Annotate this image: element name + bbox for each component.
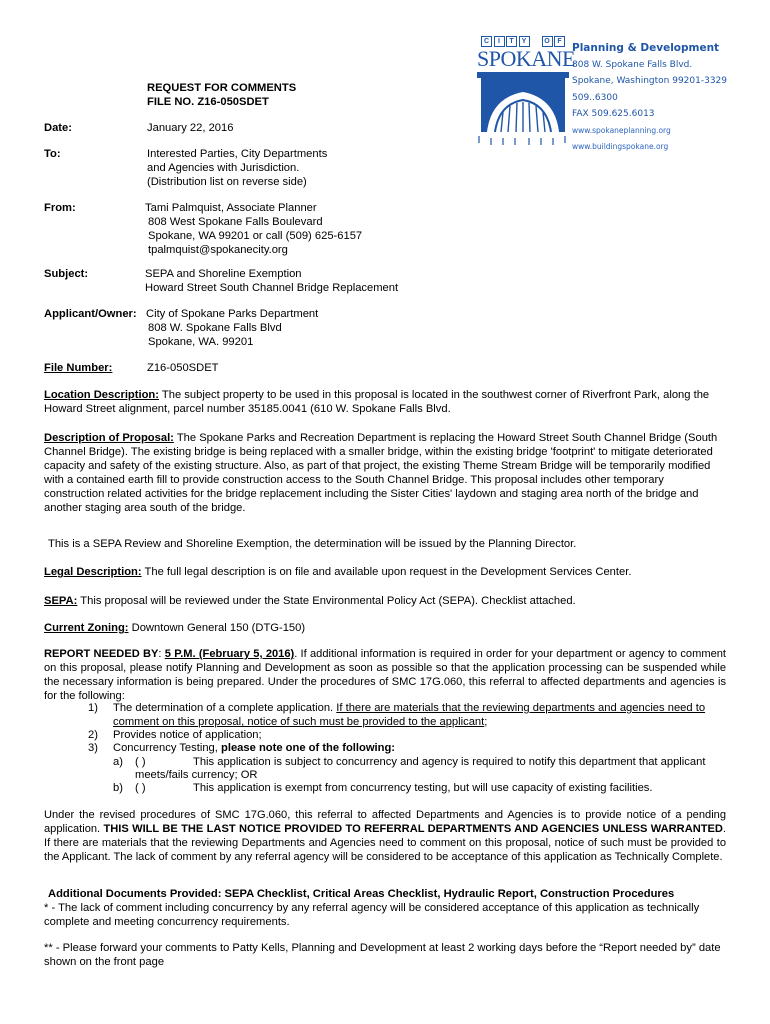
dept-web1[interactable]: www.spokaneplanning.org <box>572 125 671 135</box>
report-needed-paragraph: REPORT NEEDED BY: 5 P.M. (February 5, 2016). If additional information is required in order for your department or agency to comment on this proposal, please notify Planning and Development as soon as possible so that the application processing can be suspended while the necessary information is being prepared. Under the procedures of SMC 17G.060, this referral to affected departments and agencies is for the following: <box>44 648 726 702</box>
date-value: January 22, 2016 <box>147 122 234 134</box>
list-item-3-number: 3) <box>88 742 98 754</box>
date-label: Date: <box>44 122 72 134</box>
from-value: Tami Palmquist, Associate Planner 808 West Spokane Falls Boulevard Spokane, WA 99201 or call (509) 625-6157 tpalmquist@spokanecity.org <box>145 202 363 256</box>
sub-item-a-label: a) <box>113 756 123 768</box>
sub-item-a-checkbox[interactable]: ( ) <box>135 756 146 768</box>
sub-item-b-label: b) <box>113 782 123 794</box>
subject-value: SEPA and Shoreline Exemption Howard Street South Channel Bridge Replacement <box>145 268 399 294</box>
file-number-heading: FILE NO. Z16-050SDET <box>147 96 269 108</box>
list-item-2-number: 2) <box>88 729 98 741</box>
list-item-1: The determination of a complete application. If there are materials that the reviewing departments and agencies need to <box>113 702 706 714</box>
dept-fax: FAX 509.625.6013 <box>572 109 655 119</box>
footnote-1: * - The lack of comment including concurrency by any referral agency will be considered acceptance of this application as technically complete and meeting concurrency requirements. <box>44 902 700 928</box>
sepa-review-note: This is a SEPA Review and Shoreline Exemption, the determination will be issued by the Planning Director. <box>48 538 577 550</box>
sub-item-a-text-cont: meets/fails currency; OR <box>135 769 258 781</box>
list-item-2: Provides notice of application; <box>113 729 262 741</box>
proposal-paragraph: Description of Proposal: The Spokane Parks and Recreation Department is replacing the Howard Street South Channel Bridge (South Channel Bridge). The existing bridge is being replaced with a smaller bridge, within the existing bridge 'footprint' to mitigate deteriorated capacity and safety of the existing structure. Also, as part of that project, the existing Theme Stream Bridge will be temporarily modified with a contained earth fill to provide construction access to the South Channel Bridge. This proposal includes other temporary construction related activities for the bridge replacement including the Sister Cities' laydown and staging area north of the bridge and another staging area south of the bridge. <box>44 432 718 514</box>
to-label: To: <box>44 148 61 160</box>
from-label: From: <box>44 202 76 214</box>
dept-title: Planning & Development <box>572 42 720 54</box>
file-number-label: File Number: <box>44 362 113 374</box>
dept-contact-block <box>572 40 762 156</box>
document-title: REQUEST FOR COMMENTS <box>147 82 297 94</box>
dept-phone: 509..6300 <box>572 92 618 103</box>
applicant-label: Applicant/Owner: <box>44 308 137 320</box>
logo-spokane-wordmark: SPOKANE <box>477 46 575 71</box>
dept-web2[interactable]: www.buildingspokane.org <box>572 142 669 151</box>
sub-item-b-checkbox[interactable]: ( ) <box>135 782 146 794</box>
sub-item-b-text: This application is exempt from concurrency testing, but will use capacity of existing facilities. <box>193 782 653 794</box>
city-logo <box>477 36 575 146</box>
file-number-value: Z16-050SDET <box>147 362 219 374</box>
revised-procedures-paragraph: Under the revised procedures of SMC 17G.060, this referral to affected Departments and Agencies is to provide notice of a pending application. THIS WILL BE THE LAST NOTICE PROVIDED TO REFERRAL DEPARTMENTS AND AGENCIES UNLESS WARRANTED. If there are materials that the reviewing Departments and Agencies need to comment on this proposal, notice of such must be provided to the Applicant. The lack of comment by any referral agency will be considered to be acceptance of this application as Technically Complete. <box>44 809 726 863</box>
report-deadline: 5 P.M. (February 5, 2016) <box>164 648 295 660</box>
list-item-3: Concurrency Testing, please note one of the following: <box>113 742 396 754</box>
sub-item-a-text: This application is subject to concurrency and agency is required to notify this department that applicant <box>193 756 706 768</box>
subject-label: Subject: <box>44 268 89 280</box>
dept-address2: Spokane, Washington 99201-3329 <box>572 76 727 86</box>
legal-paragraph: Legal Description: The full legal description is on file and available upon request in the Development Services Center. <box>44 566 632 578</box>
sepa-paragraph: SEPA: This proposal will be reviewed under the State Environmental Policy Act (SEPA). Checklist attached. <box>44 595 576 607</box>
zoning-paragraph: Current Zoning: Downtown General 150 (DTG-150) <box>44 622 306 634</box>
list-item-1-number: 1) <box>88 702 98 714</box>
bridge-arch-icon <box>477 72 569 146</box>
to-value: Interested Parties, City Departments and Agencies with Jurisdiction. (Distribution list on reverse side) <box>147 148 328 188</box>
dept-address1: 808 W. Spokane Falls Blvd. <box>572 59 693 70</box>
additional-documents-heading: Additional Documents Provided: SEPA Checklist, Critical Areas Checklist, Hydraulic Report, Construction Procedures <box>48 888 675 900</box>
from-email[interactable]: tpalmquist@spokanecity.org <box>148 244 288 256</box>
footnote-2: ** - Please forward your comments to Patty Kells, Planning and Development at least 2 working days before the “Report needed by” date shown on the front page <box>44 942 721 968</box>
logo-city-of: C I T Y O F <box>481 36 565 46</box>
location-paragraph: Location Description: The subject property to be used in this proposal is located in the southwest corner of Riverfront Park, along the Howard Street alignment, parcel number 35185.0041 (610 W. Spokane Falls Blvd. <box>44 389 710 415</box>
applicant-value: City of Spokane Parks Department 808 W. Spokane Falls Blvd Spokane, WA. 99201 <box>146 308 319 348</box>
list-item-1-cont: comment on this proposal, notice of such must be provided to the applicant; <box>113 716 488 728</box>
